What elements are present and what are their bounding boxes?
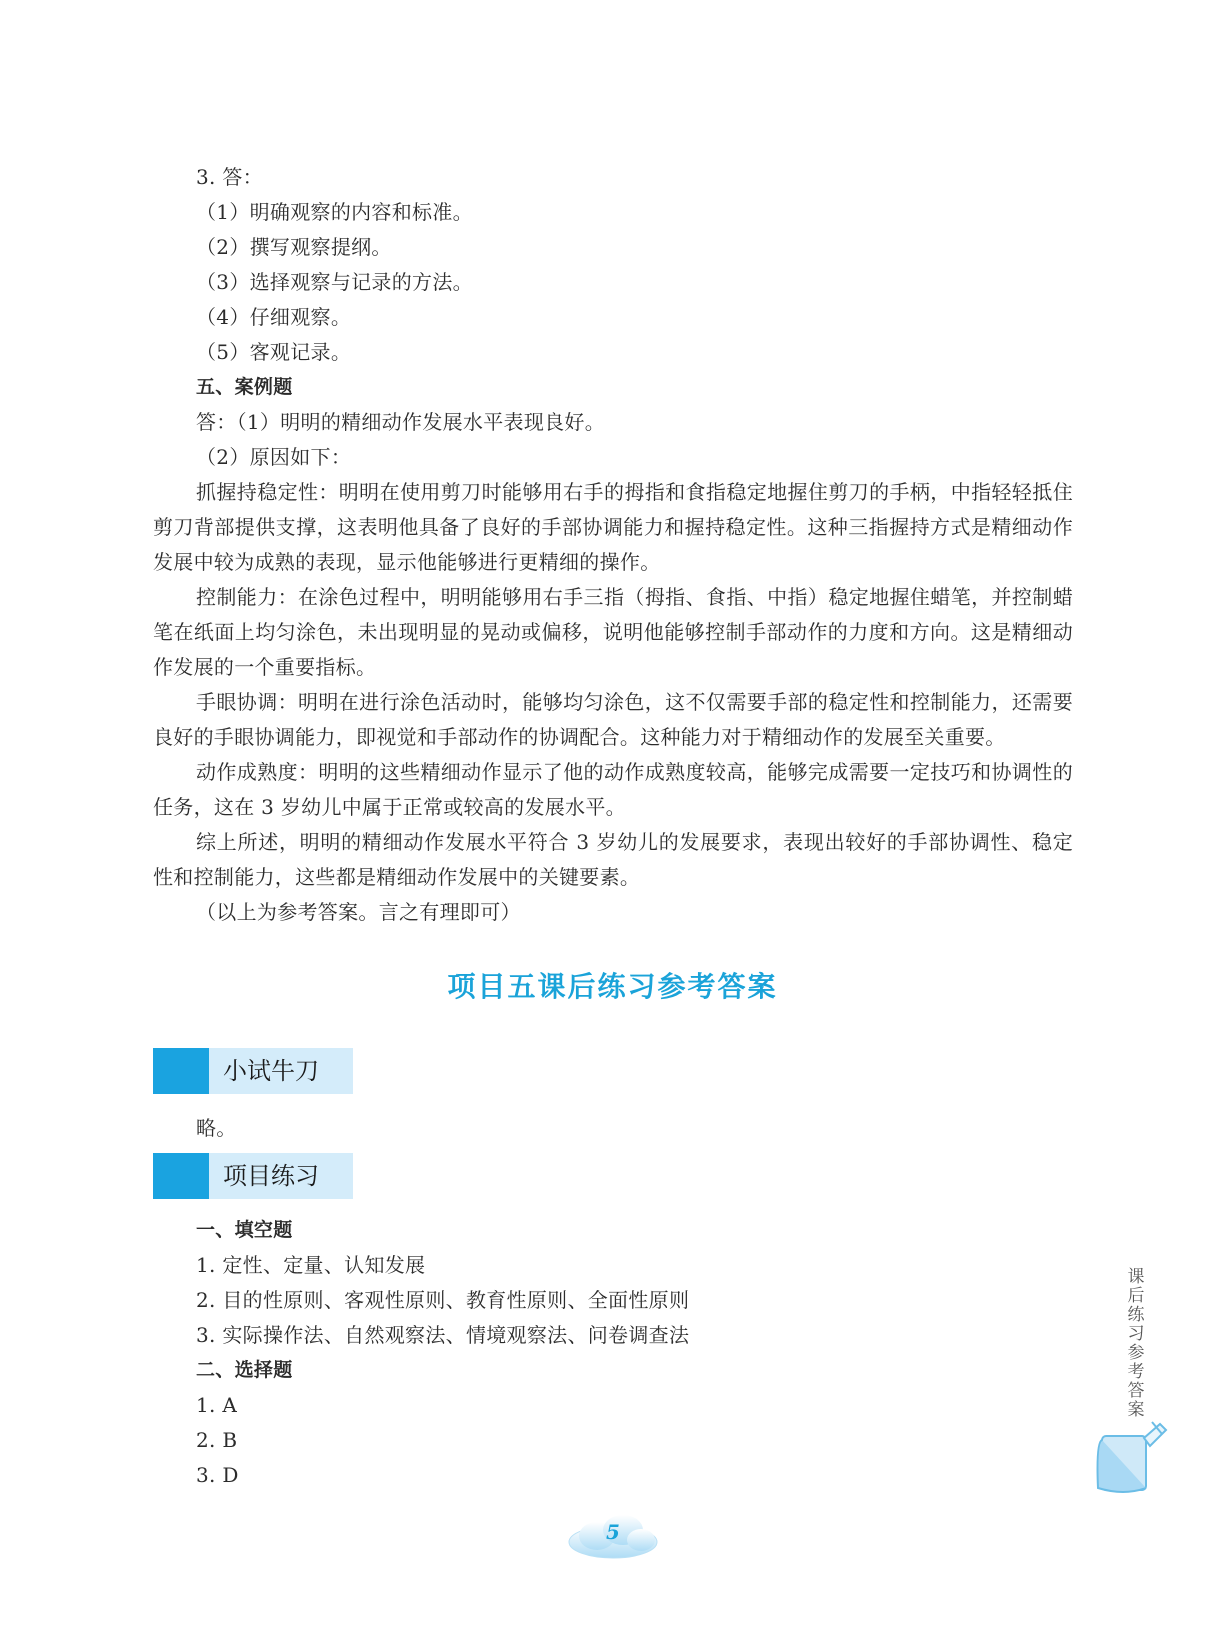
- paragraph-summary: 综上所述，明明的精细动作发展水平符合 3 岁幼儿的发展要求，表现出较好的手部协调性、稳定性和控制能力，这些都是精细动作发展中的关键要素。: [153, 830, 1073, 889]
- fill-heading: 一、填空题: [196, 1219, 293, 1241]
- banner-label: 小试牛刀: [209, 1048, 353, 1094]
- reference-note: （以上为参考答案。言之有理即可）: [196, 900, 521, 924]
- fill-item: 1. 定性、定量、认知发展: [196, 1253, 426, 1277]
- q3-item: （1）明确观察的内容和标准。: [196, 200, 473, 224]
- fill-item: 3. 实际操作法、自然观察法、情境观察法、问卷调查法: [196, 1323, 690, 1347]
- banner-project-practice: [153, 1153, 353, 1199]
- scroll-book-icon: [1090, 1418, 1170, 1498]
- paragraph-control: 控制能力：在涂色过程中，明明能够用右手三指（拇指、食指、中指）稳定地握住蜡笔，并控制蜡笔在纸面上均匀涂色，未出现明显的晃动或偏移，说明他能够控制手部动作的力度和方向。这是精细动作发展的一个重要指标。: [153, 585, 1073, 679]
- side-label: 课后练习参考答案: [1127, 1267, 1145, 1420]
- paragraph-grip: 抓握持稳定性：明明在使用剪刀时能够用右手的拇指和食指稳定地握住剪刀的手柄，中指轻轻抵住剪刀背部提供支撑，这表明他具备了良好的手部协调能力和握持稳定性。这种三指握持方式是精细动作发展中较为成熟的表现，显示他能够进行更精细的操作。: [153, 480, 1073, 574]
- q3-item: （4）仔细观察。: [196, 305, 352, 329]
- paragraph-maturity: 动作成熟度：明明的这些精细动作显示了他的动作成熟度较高，能够完成需要一定技巧和协调性的任务，这在 3 岁幼儿中属于正常或较高的发展水平。: [153, 760, 1073, 819]
- choice-item: 1. A: [196, 1393, 238, 1417]
- choice-heading: 二、选择题: [196, 1359, 293, 1381]
- q3-item: （5）客观记录。: [196, 340, 352, 364]
- choice-item: 3. D: [196, 1463, 239, 1487]
- section-title: 项目五课后练习参考答案: [447, 970, 778, 1003]
- q3-item: （3）选择观察与记录的方法。: [196, 270, 473, 294]
- case-heading: 五、案例题: [196, 376, 293, 398]
- q3-item: （2）撰写观察提纲。: [196, 235, 392, 259]
- case-answer-1: 答：（1）明明的精细动作发展水平表现良好。: [196, 410, 606, 434]
- banner-block: [153, 1048, 209, 1094]
- q3-header: 3. 答：: [196, 165, 263, 189]
- page-number: 5: [606, 1520, 620, 1544]
- banner-small-test: [153, 1048, 353, 1094]
- banner-label: 项目练习: [209, 1153, 353, 1199]
- fill-item: 2. 目的性原则、客观性原则、教育性原则、全面性原则: [196, 1288, 690, 1312]
- choice-item: 2. B: [196, 1428, 238, 1452]
- banner1-content: 略。: [196, 1116, 237, 1140]
- paragraph-hand-eye: 手眼协调：明明在进行涂色活动时，能够均匀涂色，这不仅需要手部的稳定性和控制能力，还需要良好的手眼协调能力，即视觉和手部动作的协调配合。这种能力对于精细动作的发展至关重要。: [153, 690, 1073, 749]
- case-answer-2: （2）原因如下：: [196, 445, 352, 469]
- banner-block: [153, 1153, 209, 1199]
